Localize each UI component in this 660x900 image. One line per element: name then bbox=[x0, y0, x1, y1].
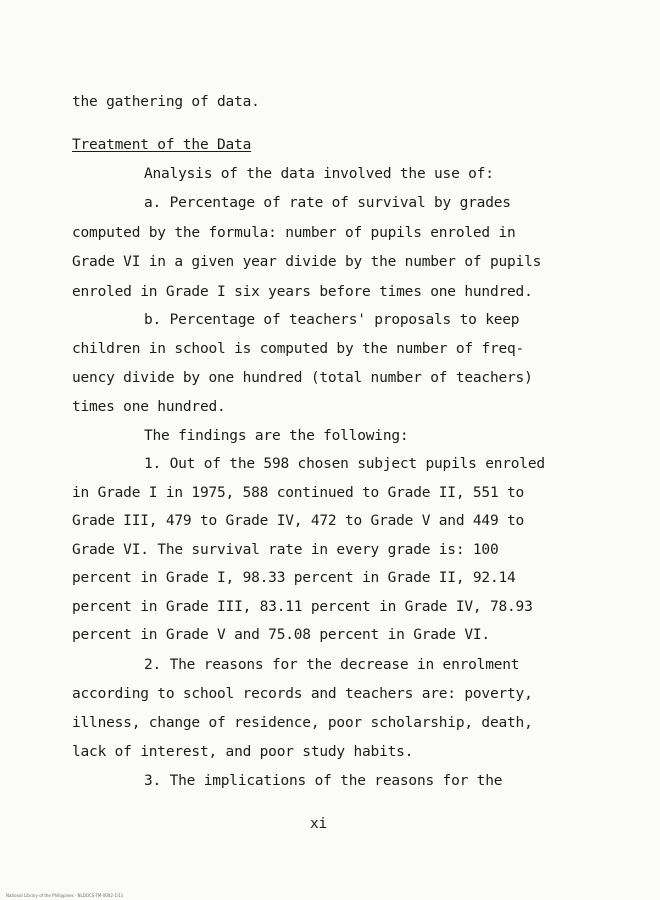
text-line: times one hundred. bbox=[72, 399, 226, 415]
text-line: lack of interest, and poor study habits. bbox=[72, 744, 414, 760]
text-line: illness, change of residence, poor scholarship, death, bbox=[72, 715, 533, 731]
text-line: computed by the formula: number of pupils enroled in bbox=[72, 225, 516, 241]
text-line: enroled in Grade I six years before times one hundred. bbox=[72, 284, 533, 300]
text-line: according to school records and teachers are: poverty, bbox=[72, 686, 533, 702]
text-line: 1. Out of the 598 chosen subject pupils enroled bbox=[144, 456, 545, 472]
text-line: percent in Grade V and 75.08 percent in Grade VI. bbox=[72, 627, 490, 643]
text-line: uency divide by one hundred (total number of teachers) bbox=[72, 370, 533, 386]
text-line: the gathering of data. bbox=[72, 94, 260, 110]
text-line: The findings are the following: bbox=[144, 428, 409, 444]
text-line: 3. The implications of the reasons for the bbox=[144, 773, 503, 789]
text-line: Grade VI in a given year divide by the number of pupils bbox=[72, 254, 542, 270]
text-line: 2. The reasons for the decrease in enrolment bbox=[144, 657, 520, 673]
text-line: Grade VI. The survival rate in every grade is: 100 bbox=[72, 542, 499, 558]
section-heading: Treatment of the Data bbox=[72, 137, 252, 153]
text-line: Grade III, 479 to Grade IV, 472 to Grade V and 449 to bbox=[72, 513, 525, 529]
footer-note: National Library of the Philippines · NLDOCS-TM-0002-1/11 bbox=[6, 893, 124, 898]
text-line: children in school is computed by the number of freq- bbox=[72, 341, 525, 357]
text-line: a. Percentage of rate of survival by grades bbox=[144, 195, 511, 211]
text-line: in Grade I in 1975, 588 continued to Grade II, 551 to bbox=[72, 485, 525, 501]
text-line: percent in Grade III, 83.11 percent in Grade IV, 78.93 bbox=[72, 599, 533, 615]
text-line: Analysis of the data involved the use of: bbox=[144, 166, 494, 182]
page-number: xi bbox=[310, 816, 328, 832]
text-line: percent in Grade I, 98.33 percent in Grade II, 92.14 bbox=[72, 570, 516, 586]
text-line: b. Percentage of teachers' proposals to keep bbox=[144, 312, 520, 328]
